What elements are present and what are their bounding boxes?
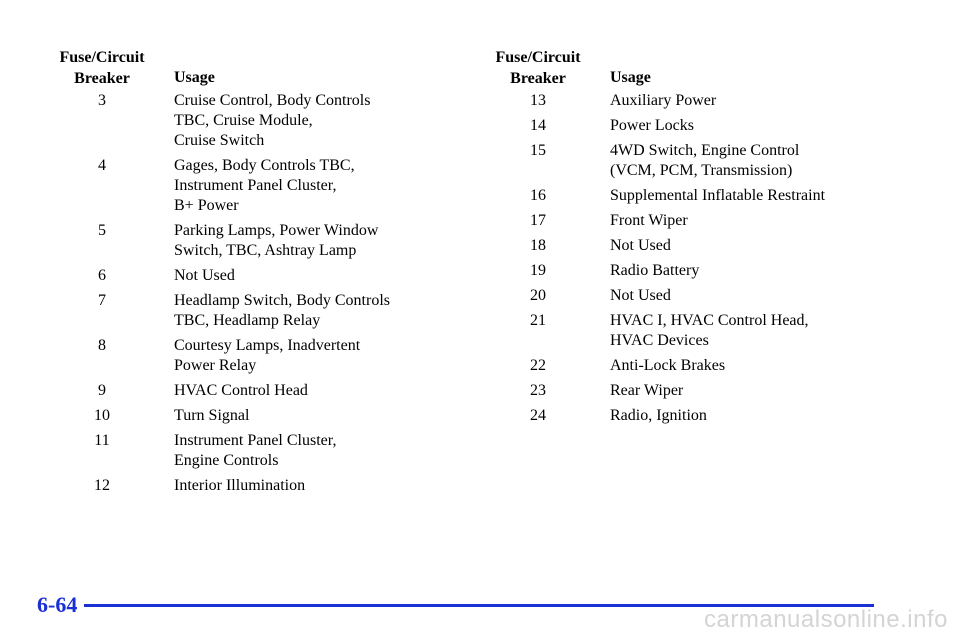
fuse-usage: [600, 286, 671, 306]
table-row: [476, 406, 896, 426]
fuse-usage: [600, 311, 809, 351]
header-fuse-circuit-breaker: Fuse/Circuit Breaker: [495, 49, 581, 87]
fuse-number: 21: [530, 312, 546, 329]
usage-line: Interior Illumination: [174, 477, 306, 494]
fuse-usage: [600, 381, 683, 401]
table-header: [40, 47, 440, 91]
header-usage: Usage: [174, 69, 215, 86]
table-row: [476, 116, 896, 136]
usage-line: HVAC Control Head: [174, 382, 308, 399]
table-row: [40, 336, 440, 376]
fuse-number: 22: [530, 357, 546, 374]
usage-line: Rear Wiper: [610, 382, 684, 399]
fuse-number: 23: [530, 382, 546, 399]
fuse-table-right: [476, 47, 896, 431]
table-row: [476, 381, 896, 401]
fuse-number: 13: [530, 92, 546, 109]
fuse-usage: [164, 431, 336, 471]
fuse-usage: [600, 211, 688, 231]
fuse-usage: [164, 336, 360, 376]
fuse-number: 10: [94, 407, 110, 424]
header-usage: Usage: [610, 69, 651, 86]
usage-line: Courtesy Lamps, Inadvertent: [174, 337, 361, 354]
page-number: 6-64: [37, 592, 78, 617]
usage-line: Front Wiper: [610, 212, 688, 229]
table-header: [476, 47, 896, 91]
fuse-usage: [164, 381, 308, 401]
usage-line: Engine Controls: [174, 452, 279, 469]
table-row: [40, 266, 440, 286]
table-row: [40, 291, 440, 331]
usage-line: Anti-Lock Brakes: [610, 357, 726, 374]
usage-line: (VCM, PCM, Transmission): [610, 162, 793, 179]
usage-line: Not Used: [174, 267, 235, 284]
table-body: [476, 91, 896, 426]
fuse-number: 14: [530, 117, 546, 134]
fuse-usage: [164, 476, 305, 496]
usage-line: Not Used: [610, 237, 671, 254]
table-row: [476, 91, 896, 111]
usage-line: HVAC Devices: [610, 332, 709, 349]
fuse-usage: [164, 406, 249, 426]
usage-line: Turn Signal: [174, 407, 250, 424]
fuse-number: 12: [94, 477, 110, 494]
table-row: [476, 141, 896, 181]
fuse-number: 8: [98, 337, 106, 354]
fuse-usage: [600, 261, 699, 281]
fuse-usage: [164, 291, 390, 331]
fuse-usage: [164, 91, 370, 151]
fuse-number: 24: [530, 407, 546, 424]
fuse-number: 19: [530, 262, 546, 279]
table-row: [40, 406, 440, 426]
fuse-number: 4: [98, 157, 106, 174]
fuse-number: 7: [98, 292, 106, 309]
usage-line: Instrument Panel Cluster,: [174, 432, 337, 449]
watermark: carmanualsonline.info: [704, 606, 948, 633]
usage-line: Radio, Ignition: [610, 407, 707, 424]
fuse-usage: [600, 116, 694, 136]
fuse-number: 17: [530, 212, 546, 229]
usage-line: Supplemental Inflatable Restraint: [610, 187, 826, 204]
fuse-number: 6: [98, 267, 106, 284]
table-row: [40, 91, 440, 151]
usage-line: Power Relay: [174, 357, 257, 374]
table-body: [40, 91, 440, 496]
fuse-number: 15: [530, 142, 546, 159]
table-row: [476, 236, 896, 256]
fuse-usage: [164, 221, 378, 261]
header-fuse-circuit-breaker: Fuse/Circuit Breaker: [59, 49, 145, 87]
fuse-usage: [600, 236, 671, 256]
usage-line: TBC, Headlamp Relay: [174, 312, 321, 329]
fuse-number: 3: [98, 92, 106, 109]
usage-line: Radio Battery: [610, 262, 700, 279]
usage-line: Gages, Body Controls TBC,: [174, 157, 355, 174]
table-row: [476, 186, 896, 206]
table-row: [40, 381, 440, 401]
table-row: [40, 431, 440, 471]
usage-line: Cruise Switch: [174, 132, 265, 149]
fuse-number: 11: [94, 432, 110, 449]
usage-line: Not Used: [610, 287, 671, 304]
usage-line: TBC, Cruise Module,: [174, 112, 313, 129]
usage-line: Switch, TBC, Ashtray Lamp: [174, 242, 357, 259]
table-row: [40, 156, 440, 216]
usage-line: Power Locks: [610, 117, 694, 134]
fuse-number: 16: [530, 187, 546, 204]
fuse-usage: [600, 406, 707, 426]
table-row: [476, 356, 896, 376]
usage-line: HVAC I, HVAC Control Head,: [610, 312, 809, 329]
table-row: [40, 221, 440, 261]
usage-line: Cruise Control, Body Controls: [174, 92, 371, 109]
table-row: [476, 261, 896, 281]
table-row: [40, 476, 440, 496]
fuse-usage: [164, 266, 235, 286]
table-row: [476, 286, 896, 306]
usage-line: 4WD Switch, Engine Control: [610, 142, 800, 159]
fuse-number: 20: [530, 287, 546, 304]
fuse-usage: [164, 156, 355, 216]
table-row: [476, 311, 896, 351]
table-row: [476, 211, 896, 231]
usage-line: B+ Power: [174, 197, 239, 214]
fuse-usage: [600, 186, 825, 206]
fuse-usage: [600, 356, 725, 376]
usage-line: Instrument Panel Cluster,: [174, 177, 337, 194]
usage-line: Auxiliary Power: [610, 92, 717, 109]
fuse-usage: [600, 141, 799, 181]
usage-line: Headlamp Switch, Body Controls: [174, 292, 390, 309]
fuse-number: 5: [98, 222, 106, 239]
fuse-table-left: [40, 47, 440, 501]
fuse-number: 9: [98, 382, 106, 399]
usage-line: Parking Lamps, Power Window: [174, 222, 379, 239]
fuse-usage: [600, 91, 716, 111]
fuse-number: 18: [530, 237, 546, 254]
